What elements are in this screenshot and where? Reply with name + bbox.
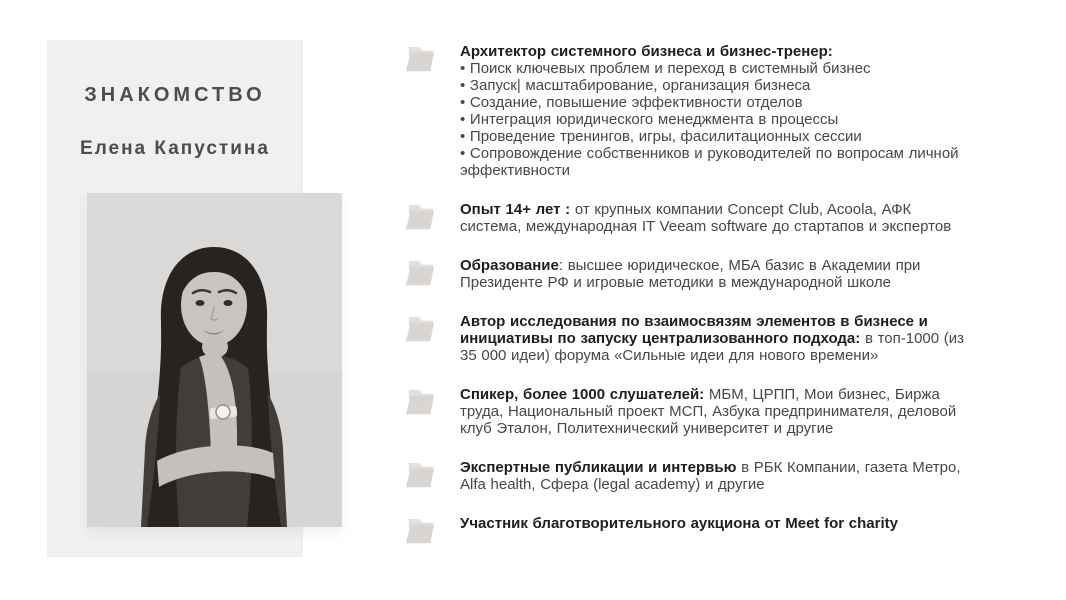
slide-title: ЗНАКОМСТВО xyxy=(84,84,266,106)
section-heading: Образование xyxy=(460,257,559,274)
section-heading: Участник благотворительного аукциона от Meet for charity xyxy=(460,515,898,532)
bullet-item: • Сопровождение собственников и руководителей по вопросам личной эффективности xyxy=(460,145,959,179)
bio-text xyxy=(460,201,975,235)
bio-section-experience xyxy=(403,201,977,235)
bio-text xyxy=(460,43,975,179)
bio-section-publications xyxy=(403,459,977,493)
bio-text xyxy=(460,313,975,364)
bullet-item: • Создание, повышение эффективности отделов xyxy=(460,94,803,111)
bullet-item: • Проведение тренингов, игры, фасилитационных сессии xyxy=(460,128,862,145)
folder-icon xyxy=(403,202,437,232)
portrait-photo xyxy=(87,193,342,527)
section-heading: Спикер, более 1000 слушателей: xyxy=(460,386,705,403)
bio-section-education xyxy=(403,257,977,291)
section-body: в топ-1000 (из 35 000 идеи) форума «Сильные идеи для нового времени» xyxy=(460,330,965,364)
bio-text xyxy=(460,257,975,291)
bio-list xyxy=(403,43,977,546)
folder-icon xyxy=(403,460,437,490)
bio-section-speaker xyxy=(403,386,977,437)
section-body: МБМ, ЦРПП, Мои бизнес, Биржа труда, Национальный проект МСП, Азбука предпринимателя, деловой клуб Эталон, Политехнический университет и другие xyxy=(460,386,957,437)
bio-section-charity xyxy=(403,515,977,546)
bio-text xyxy=(460,515,975,532)
folder-icon xyxy=(403,387,437,417)
folder-icon xyxy=(403,258,437,288)
bullet-item: • Запуск| масштабирование, организация бизнеса xyxy=(460,77,811,94)
section-body: в РБК Компании, газета Метро, Alfa health, Сфера (legal academy) и другие xyxy=(460,459,961,493)
folder-icon xyxy=(403,314,437,344)
speaker-name: Елена Капустина xyxy=(80,138,270,159)
bio-section-research xyxy=(403,313,977,364)
folder-icon xyxy=(403,44,437,74)
bullet-list xyxy=(460,60,975,179)
section-heading: Экспертные публикации и интервью xyxy=(460,459,737,476)
section-heading: Опыт 14+ лет : xyxy=(460,201,571,218)
bio-text xyxy=(460,459,975,493)
bio-section-architect xyxy=(403,43,977,179)
bullet-item: • Интеграция юридического менеджмента в процессы xyxy=(460,111,839,128)
bio-text xyxy=(460,386,975,437)
bullet-item: • Поиск ключевых проблем и переход в системный бизнес xyxy=(460,60,871,77)
folder-icon xyxy=(403,516,437,546)
section-body: от крупных компании Concept Club, Acoola, АФК система, международная IT Veeam software до стартапов и экспертов xyxy=(460,201,952,235)
section-heading: Автор исследования по взаимосвязям элементов в бизнесе и инициативы по запуску централизованного подхода: xyxy=(460,313,928,347)
section-heading: Архитектор системного бизнеса и бизнес-тренер: xyxy=(460,43,833,60)
section-body: : высшее юридическое, МБА базис в Академии при Президенте РФ и игровые методики в международной школе xyxy=(460,257,921,291)
